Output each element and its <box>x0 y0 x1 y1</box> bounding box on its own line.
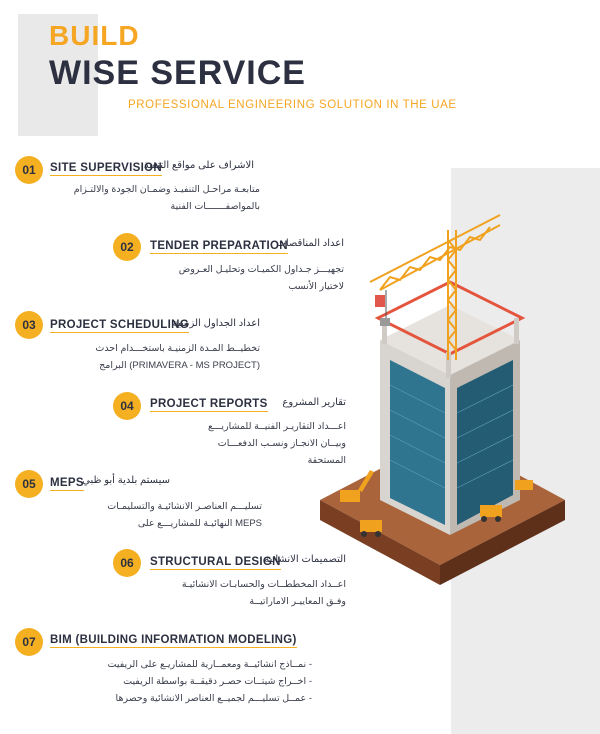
tagline: PROFESSIONAL ENGINEERING SOLUTION IN THE UAE <box>128 99 457 111</box>
building-illustration <box>300 200 570 620</box>
service-number: 02 <box>113 233 141 261</box>
service-number: 01 <box>15 156 43 184</box>
service-title: STRUCTURAL DESIGN <box>150 556 281 568</box>
crane-hook-load <box>380 318 390 326</box>
service-description: اعــداد المخططــات والحسابـات الانشائيـة وفـق المعاييـر الاماراتيــة <box>181 579 346 607</box>
service-title: SITE SUPERVISION <box>50 162 162 174</box>
service-title: TENDER PREPARATION <box>150 240 288 252</box>
crane-counterweight <box>375 295 385 307</box>
service-title: BIM (BUILDING INFORMATION MODELING) <box>50 634 297 646</box>
service-title-ar: اعداد المناقصات <box>276 238 344 249</box>
service-title-ar: اعداد الجداول الزمنية <box>172 318 260 329</box>
service-number: 04 <box>113 392 141 420</box>
service-title: PROJECT SCHEDULING <box>50 319 189 331</box>
service-number: 05 <box>15 470 43 498</box>
brand-line-1: BUILD <box>49 20 140 51</box>
service-description: - نمــاذج انشائيــة ومعمــارية للمشاريـع على الريفيت - اخــراج شيتــات حصـر دقيقــة بواسطة الريفيت - عمــل تسليـــم لجميــع العناصر الانشائية وحصرها <box>107 659 312 704</box>
service-number: 03 <box>15 311 43 339</box>
brand-line-2: WISE SERVICE <box>49 54 306 92</box>
service-description: متابعـة مراحـل التنفيـذ وضمـان الجودة والالتـزام بالمواصفـــــــات الفنية <box>73 184 260 212</box>
service-number: 07 <box>15 628 43 656</box>
service-title-ar: الاشراف على مواقع التنفيذ <box>143 160 254 171</box>
service-description: اعـــداد التقاريـر الفنيــة للمشاريـــع وبيــان الانجـاز ونسـب الدفعـــات المستحقة <box>207 421 346 466</box>
service-title-ar: تقارير المشروع <box>282 397 346 408</box>
service-description: تسليـــم العناصـر الانشائيـة والتسليمـات النهائيـة للمشاريـــع على MEPS <box>107 501 262 529</box>
service-title: PROJECT REPORTS <box>150 398 268 410</box>
service-number: 06 <box>113 549 141 577</box>
glass-left <box>390 360 445 525</box>
service-description: تخطيــط المـدة الزمنيـة باستخـــدام احدث البرامج (PRIMAVERA - MS PROJECT) <box>95 343 260 371</box>
service-title: MEPS <box>50 477 84 489</box>
service-description: تجهيـــز جـداول الكميـات وتحليـل العـروض لاختيار الأنسب <box>178 264 344 292</box>
service-title-ar: سيستم بلدية أبو ظبي <box>82 475 170 486</box>
crane-jib <box>370 215 500 290</box>
service-title-ar: التصميمات الانشائية <box>264 554 346 565</box>
